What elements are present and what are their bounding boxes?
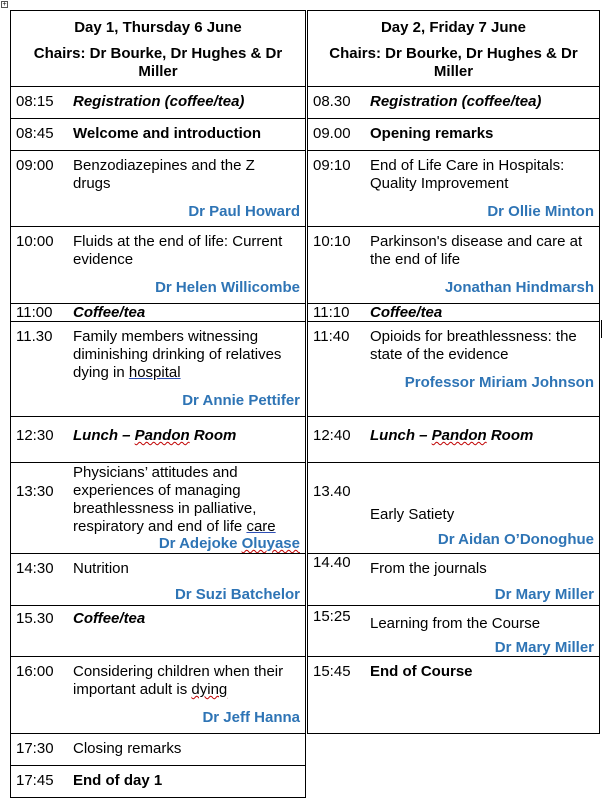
row-title bbox=[73, 464, 301, 536]
table-row bbox=[307, 462, 600, 554]
row-title: Fluids at the end of life: Current evidence bbox=[73, 233, 283, 268]
row-speaker bbox=[159, 535, 300, 553]
row-title: Closing remarks bbox=[73, 740, 182, 757]
row-speaker: Dr Mary Miller bbox=[494, 639, 594, 656]
table-row bbox=[10, 86, 306, 119]
row-title-text: Room bbox=[189, 427, 237, 444]
row-time: 15:45 bbox=[313, 663, 351, 680]
row-title: Benzodiazepines and the Z drugs bbox=[73, 157, 255, 192]
row-title: Registration (coffee/tea) bbox=[370, 93, 542, 110]
row-speaker: Dr Helen Willicombe bbox=[155, 279, 300, 296]
table-row bbox=[10, 303, 306, 322]
table-row bbox=[307, 150, 600, 227]
table-row bbox=[307, 226, 600, 304]
row-time: 15.30 bbox=[16, 610, 54, 627]
table-row bbox=[307, 118, 600, 151]
row-title-marked-word: Pandon bbox=[431, 427, 487, 444]
row-speaker: Dr Jeff Hanna bbox=[202, 709, 300, 726]
table-row bbox=[10, 605, 306, 657]
row-title bbox=[370, 427, 595, 445]
row-title bbox=[73, 328, 301, 382]
row-title-marked-word: Pandon bbox=[134, 427, 190, 444]
table-row bbox=[10, 765, 306, 798]
row-title-text: Lunch – bbox=[370, 427, 432, 444]
table-row bbox=[10, 462, 306, 554]
row-title: Coffee/tea bbox=[73, 610, 146, 627]
row-time: 11:10 bbox=[313, 304, 350, 321]
row-speaker: Dr Aidan O’Donoghue bbox=[437, 531, 594, 548]
table-row bbox=[307, 303, 600, 322]
row-title bbox=[73, 427, 301, 445]
table-row bbox=[307, 321, 600, 417]
table-row bbox=[307, 416, 600, 463]
row-title: From the journals bbox=[370, 560, 487, 577]
day1-heading: Day 1, Thursday 6 June bbox=[74, 19, 242, 36]
row-time: 14:30 bbox=[16, 560, 54, 577]
row-title-text: Considering children when their important adult is bbox=[73, 663, 284, 698]
row-title-marked-word: dying bbox=[191, 681, 228, 698]
day2-heading: Day 2, Friday 7 June bbox=[380, 19, 527, 36]
row-time: 13.40 bbox=[313, 483, 351, 500]
table-row bbox=[10, 553, 306, 606]
row-title: Coffee/tea bbox=[73, 304, 146, 321]
row-title bbox=[73, 663, 301, 699]
row-time: 11.30 bbox=[16, 328, 53, 345]
row-title-marked-word: care bbox=[246, 518, 276, 535]
table-row bbox=[307, 605, 600, 657]
row-time: 15:25 bbox=[313, 608, 351, 625]
row-speaker: Professor Miriam Johnson bbox=[404, 374, 594, 391]
row-time: 10:00 bbox=[16, 233, 54, 250]
day2-chairs: Chairs: Dr Bourke, Dr Hughes & Dr Miller bbox=[329, 45, 578, 80]
row-time: 14.40 bbox=[313, 554, 351, 571]
row-title: Coffee/tea bbox=[370, 304, 443, 321]
row-title: End of Course bbox=[370, 663, 473, 680]
table-row bbox=[10, 150, 306, 227]
row-title: End of Life Care in Hospitals: Quality Improvement bbox=[370, 157, 565, 192]
row-speaker: Dr Ollie Minton bbox=[487, 203, 594, 220]
row-time: 17:30 bbox=[16, 740, 54, 757]
row-title-text: Room bbox=[486, 427, 534, 444]
row-title: Welcome and introduction bbox=[73, 125, 262, 142]
row-speaker-text: Dr Adejoke bbox=[158, 535, 242, 552]
row-time: 12:30 bbox=[16, 427, 54, 444]
row-time: 16:00 bbox=[16, 663, 54, 680]
row-time: 10:10 bbox=[313, 233, 351, 250]
row-time: 09.00 bbox=[313, 125, 351, 142]
row-speaker: Dr Paul Howard bbox=[188, 203, 300, 220]
row-title-text: Lunch – bbox=[73, 427, 135, 444]
row-time: 17:45 bbox=[16, 772, 54, 789]
table-row bbox=[307, 553, 600, 606]
row-time: 11:40 bbox=[313, 328, 350, 345]
row-title-text: Physicians’ attitudes and experiences of managing breathlessness in palliative, respiratory and end of life bbox=[73, 464, 257, 535]
table-row bbox=[307, 656, 600, 734]
day2-header bbox=[307, 10, 600, 87]
table-row bbox=[10, 656, 306, 734]
row-title: Registration (coffee/tea) bbox=[73, 93, 245, 110]
row-time: 11:00 bbox=[16, 304, 53, 321]
row-time: 08:15 bbox=[16, 93, 54, 110]
table-row bbox=[10, 321, 306, 417]
row-title: Nutrition bbox=[73, 560, 129, 577]
row-speaker: Dr Suzi Batchelor bbox=[174, 586, 300, 603]
row-time: 12:40 bbox=[313, 427, 351, 444]
row-speaker: Jonathan Hindmarsh bbox=[444, 279, 594, 296]
row-speaker: Dr Annie Pettifer bbox=[182, 392, 300, 409]
row-title: Learning from the Course bbox=[370, 615, 541, 632]
row-time: 08:45 bbox=[16, 125, 54, 142]
row-speaker-marked-word: Oluyase bbox=[241, 535, 300, 552]
row-title: Opening remarks bbox=[370, 125, 494, 142]
row-title: Opioids for breathlessness: the state of the evidence bbox=[370, 328, 577, 363]
text-cursor bbox=[601, 320, 602, 338]
table-row bbox=[10, 733, 306, 766]
table-move-handle-icon[interactable]: + bbox=[2, 1, 7, 8]
row-title-text: Family members witnessing diminishing drinking of relatives dying in bbox=[73, 328, 282, 381]
table-row bbox=[307, 86, 600, 119]
row-time: 09:00 bbox=[16, 157, 54, 174]
day1-header bbox=[10, 10, 306, 87]
table-row bbox=[10, 226, 306, 304]
row-title: Early Satiety bbox=[370, 506, 455, 523]
row-time: 08.30 bbox=[313, 93, 351, 110]
row-time: 09:10 bbox=[313, 157, 351, 174]
table-row bbox=[10, 118, 306, 151]
row-title: End of day 1 bbox=[73, 772, 163, 789]
row-title-marked-word: hospital bbox=[128, 364, 181, 381]
row-time: 13:30 bbox=[16, 483, 54, 500]
row-title: Parkinson's disease and care at the end of life bbox=[370, 233, 583, 268]
row-speaker: Dr Mary Miller bbox=[494, 586, 594, 603]
day1-chairs: Chairs: Dr Bourke, Dr Hughes & Dr Miller bbox=[33, 45, 283, 80]
table-row bbox=[10, 416, 306, 463]
